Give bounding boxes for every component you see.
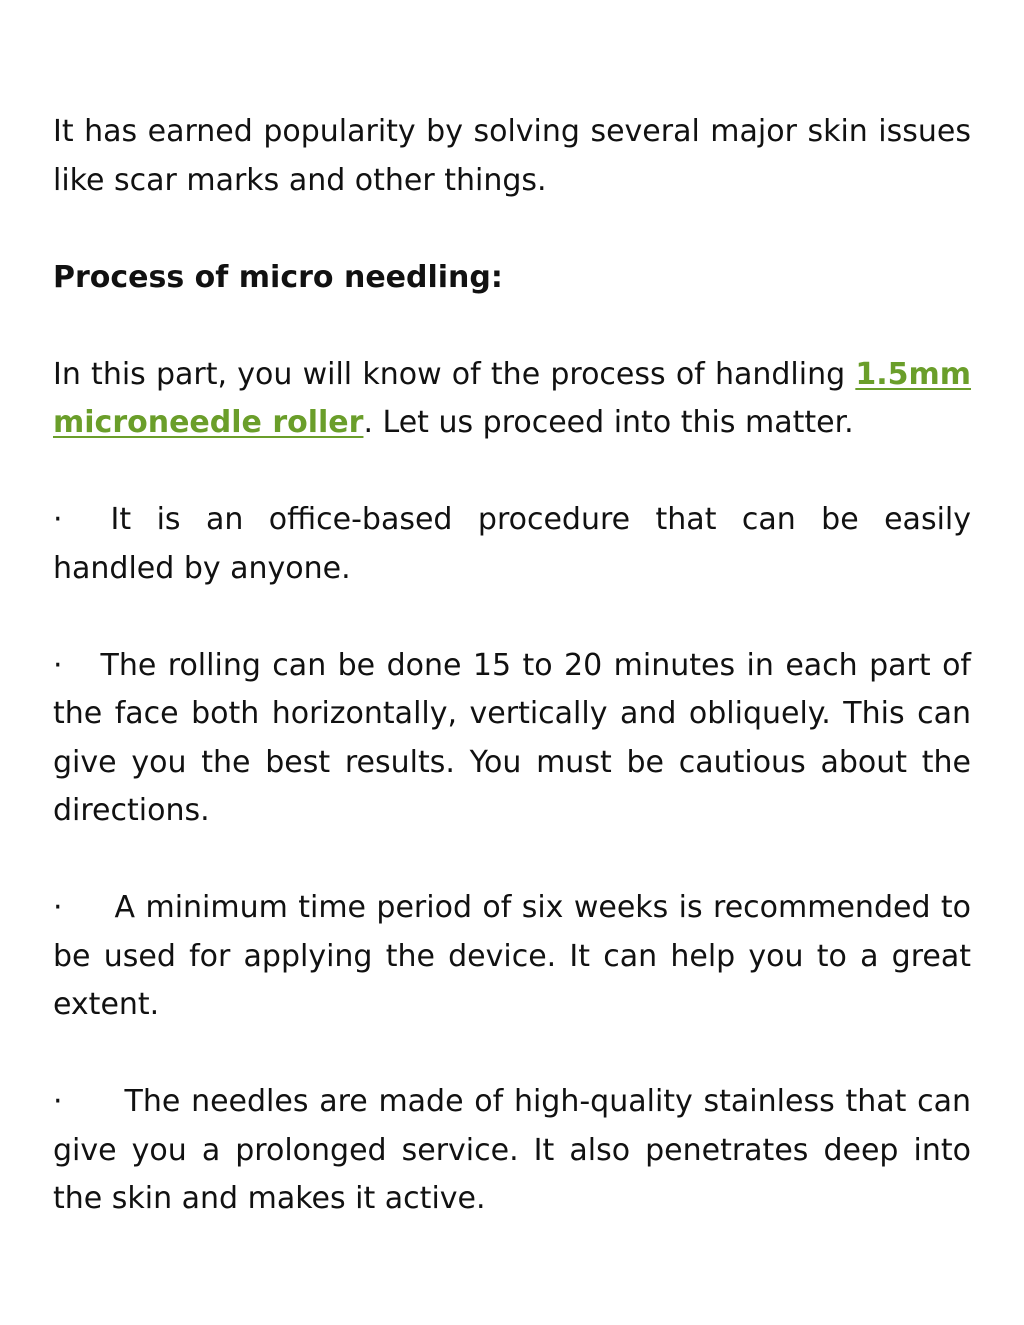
bullet-dot-icon: · [53, 890, 63, 925]
lead-text-after: . Let us proceed into this matter. [363, 405, 854, 440]
lead-text-before: In this part, you will know of the process of handling [53, 356, 856, 392]
bullet-dot-icon: · [53, 502, 63, 537]
bullet-text: It is an office-based procedure that can be easily handled by anyone. [53, 502, 971, 586]
bullet-paragraph [53, 642, 971, 836]
bullet-dot-icon: · [53, 647, 63, 683]
bullet-text: A minimum time period of six weeks is recommended to be used for applying the device. It can help you to a great extent. [53, 890, 971, 1022]
intro-paragraph: It has earned popularity by solving several major skin issues like scar marks and other things. [53, 114, 971, 198]
document-page [53, 108, 971, 1272]
lead-paragraph [53, 351, 971, 448]
bullet-text: The needles are made of high-quality stainless that can give you a prolonged service. It also penetrates deep into the skin and makes it active. [53, 1084, 971, 1216]
bullet-paragraph [53, 1078, 971, 1224]
bullet-dot-icon: · [53, 1084, 63, 1119]
bullet-paragraph [53, 496, 971, 593]
bullet-text: The rolling can be done 15 to 20 minutes in each part of the face both horizontally, vertically and obliquely. This can give you the best results. You must be cautious about the directions. [53, 647, 971, 828]
bullet-paragraph [53, 884, 971, 1030]
microneedle-roller-link[interactable]: 1.5mm microneedle roller [53, 356, 971, 440]
section-heading: Process of micro needling: [53, 259, 503, 295]
